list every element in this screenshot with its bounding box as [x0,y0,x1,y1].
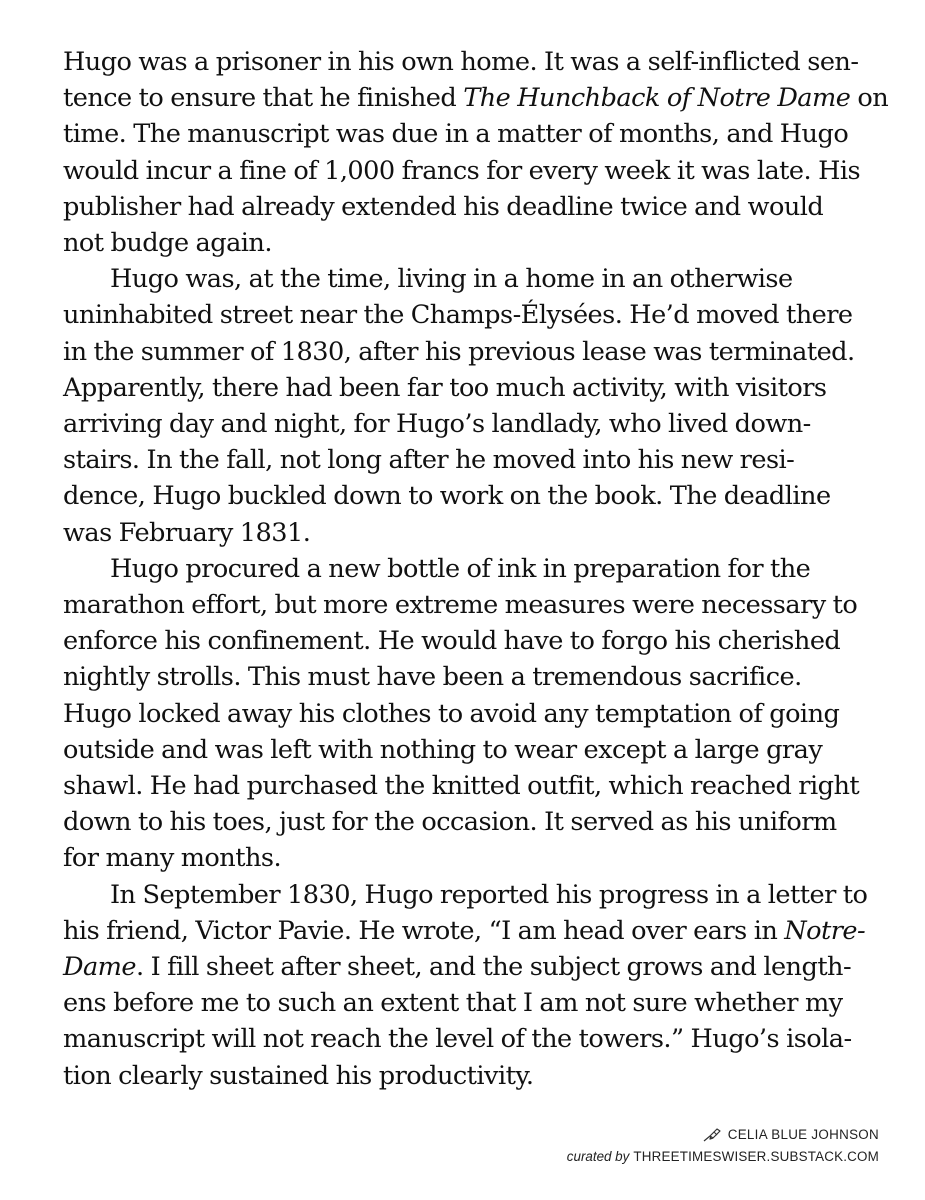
text-line [63,1058,875,1094]
text-run: Apparently, there had been far too much activity, with visitors [63,372,827,403]
text-line [63,478,875,514]
paragraph [63,877,875,1094]
author-name: CELIA BLUE JOHNSON [727,1127,879,1142]
text-run: on [850,83,889,114]
article-text [63,44,889,1094]
text-line [63,297,875,333]
text-run: in the summer of 1830, after his previous lease was terminated. [63,336,855,367]
curated-prefix: curated by [566,1149,630,1164]
text-run: marathon effort, but more extreme measures were necessary to [63,590,858,621]
curated-credit [567,1146,879,1168]
text-line [63,877,875,913]
text-run: for many months. [63,843,282,874]
text-run: tion clearly sustained his productivity. [63,1060,534,1091]
text-run: enforce his confinement. He would have to forgo his cherished [63,626,841,657]
text-line [63,551,875,587]
text-line [63,623,875,659]
text-line [63,768,875,804]
text-line [63,913,875,949]
text-line [63,1021,875,1057]
text-run: outside and was left with nothing to wear except a large gray [63,734,823,765]
italic-title: Dame [63,952,136,983]
text-run: tence to ensure that he finished [63,83,464,114]
text-run: shawl. He had purchased the knitted outfit, which reached right [63,771,860,802]
text-run: his friend, Victor Pavie. He wrote, “I am head over ears in [63,915,785,946]
text-run: Hugo procured a new bottle of ink in preparation for the [110,553,811,584]
page-body [63,44,889,1094]
italic-title: Notre- [784,915,866,946]
text-line [63,80,889,116]
paragraph [63,44,889,261]
text-line [63,659,875,695]
quill-icon [702,1127,722,1143]
text-run: time. The manuscript was due in a matter of months, and Hugo [63,119,849,150]
text-line [63,587,875,623]
text-line [63,804,875,840]
text-line [63,985,875,1021]
text-line [63,116,875,152]
text-line [63,840,875,876]
text-run: was February 1831. [63,517,311,548]
text-run: arriving day and night, for Hugo’s landlady, who lived down- [63,409,811,440]
text-run: stairs. In the fall, not long after he moved into his new resi- [63,445,795,476]
text-run: nightly strolls. This must have been a tremendous sacrifice. [63,662,802,693]
credits-block [567,1124,879,1168]
text-line [63,370,875,406]
text-run: not budge again. [63,228,272,259]
italic-title: The Hunchback of Notre Dame [463,83,851,114]
author-credit [567,1124,879,1146]
text-run: In September 1830, Hugo reported his progress in a letter to [110,879,868,910]
text-line [63,44,875,80]
text-run: Hugo locked away his clothes to avoid any temptation of going [63,698,840,729]
text-run: would incur a fine of 1,000 francs for every week it was late. His [63,155,861,186]
text-line [63,225,875,261]
text-line [63,406,875,442]
text-run: uninhabited street near the Champs-Élysées. He’d moved there [63,300,853,331]
text-line [63,153,875,189]
text-line [63,261,875,297]
text-run: down to his toes, just for the occasion. It served as his uniform [63,807,837,838]
text-line [63,515,875,551]
text-run: Hugo was, at the time, living in a home in an otherwise [110,264,793,295]
curated-source: THREETIMESWISER.SUBSTACK.COM [633,1149,879,1164]
text-line [63,334,875,370]
text-run: manuscript will not reach the level of the towers.” Hugo’s isola- [63,1024,852,1055]
text-run: . I fill sheet after sheet, and the subject grows and length- [136,952,852,983]
text-run: ens before me to such an extent that I am not sure whether my [63,988,843,1019]
text-run: publisher had already extended his deadline twice and would [63,191,824,222]
text-line [63,189,875,225]
paragraph [63,551,875,877]
paragraph [63,261,875,551]
text-line [63,696,875,732]
text-line [63,732,875,768]
text-line [63,949,875,985]
text-run: Hugo was a prisoner in his own home. It was a self-inflicted sen- [63,47,859,77]
text-line [63,442,875,478]
text-run: dence, Hugo buckled down to work on the book. The deadline [63,481,831,512]
